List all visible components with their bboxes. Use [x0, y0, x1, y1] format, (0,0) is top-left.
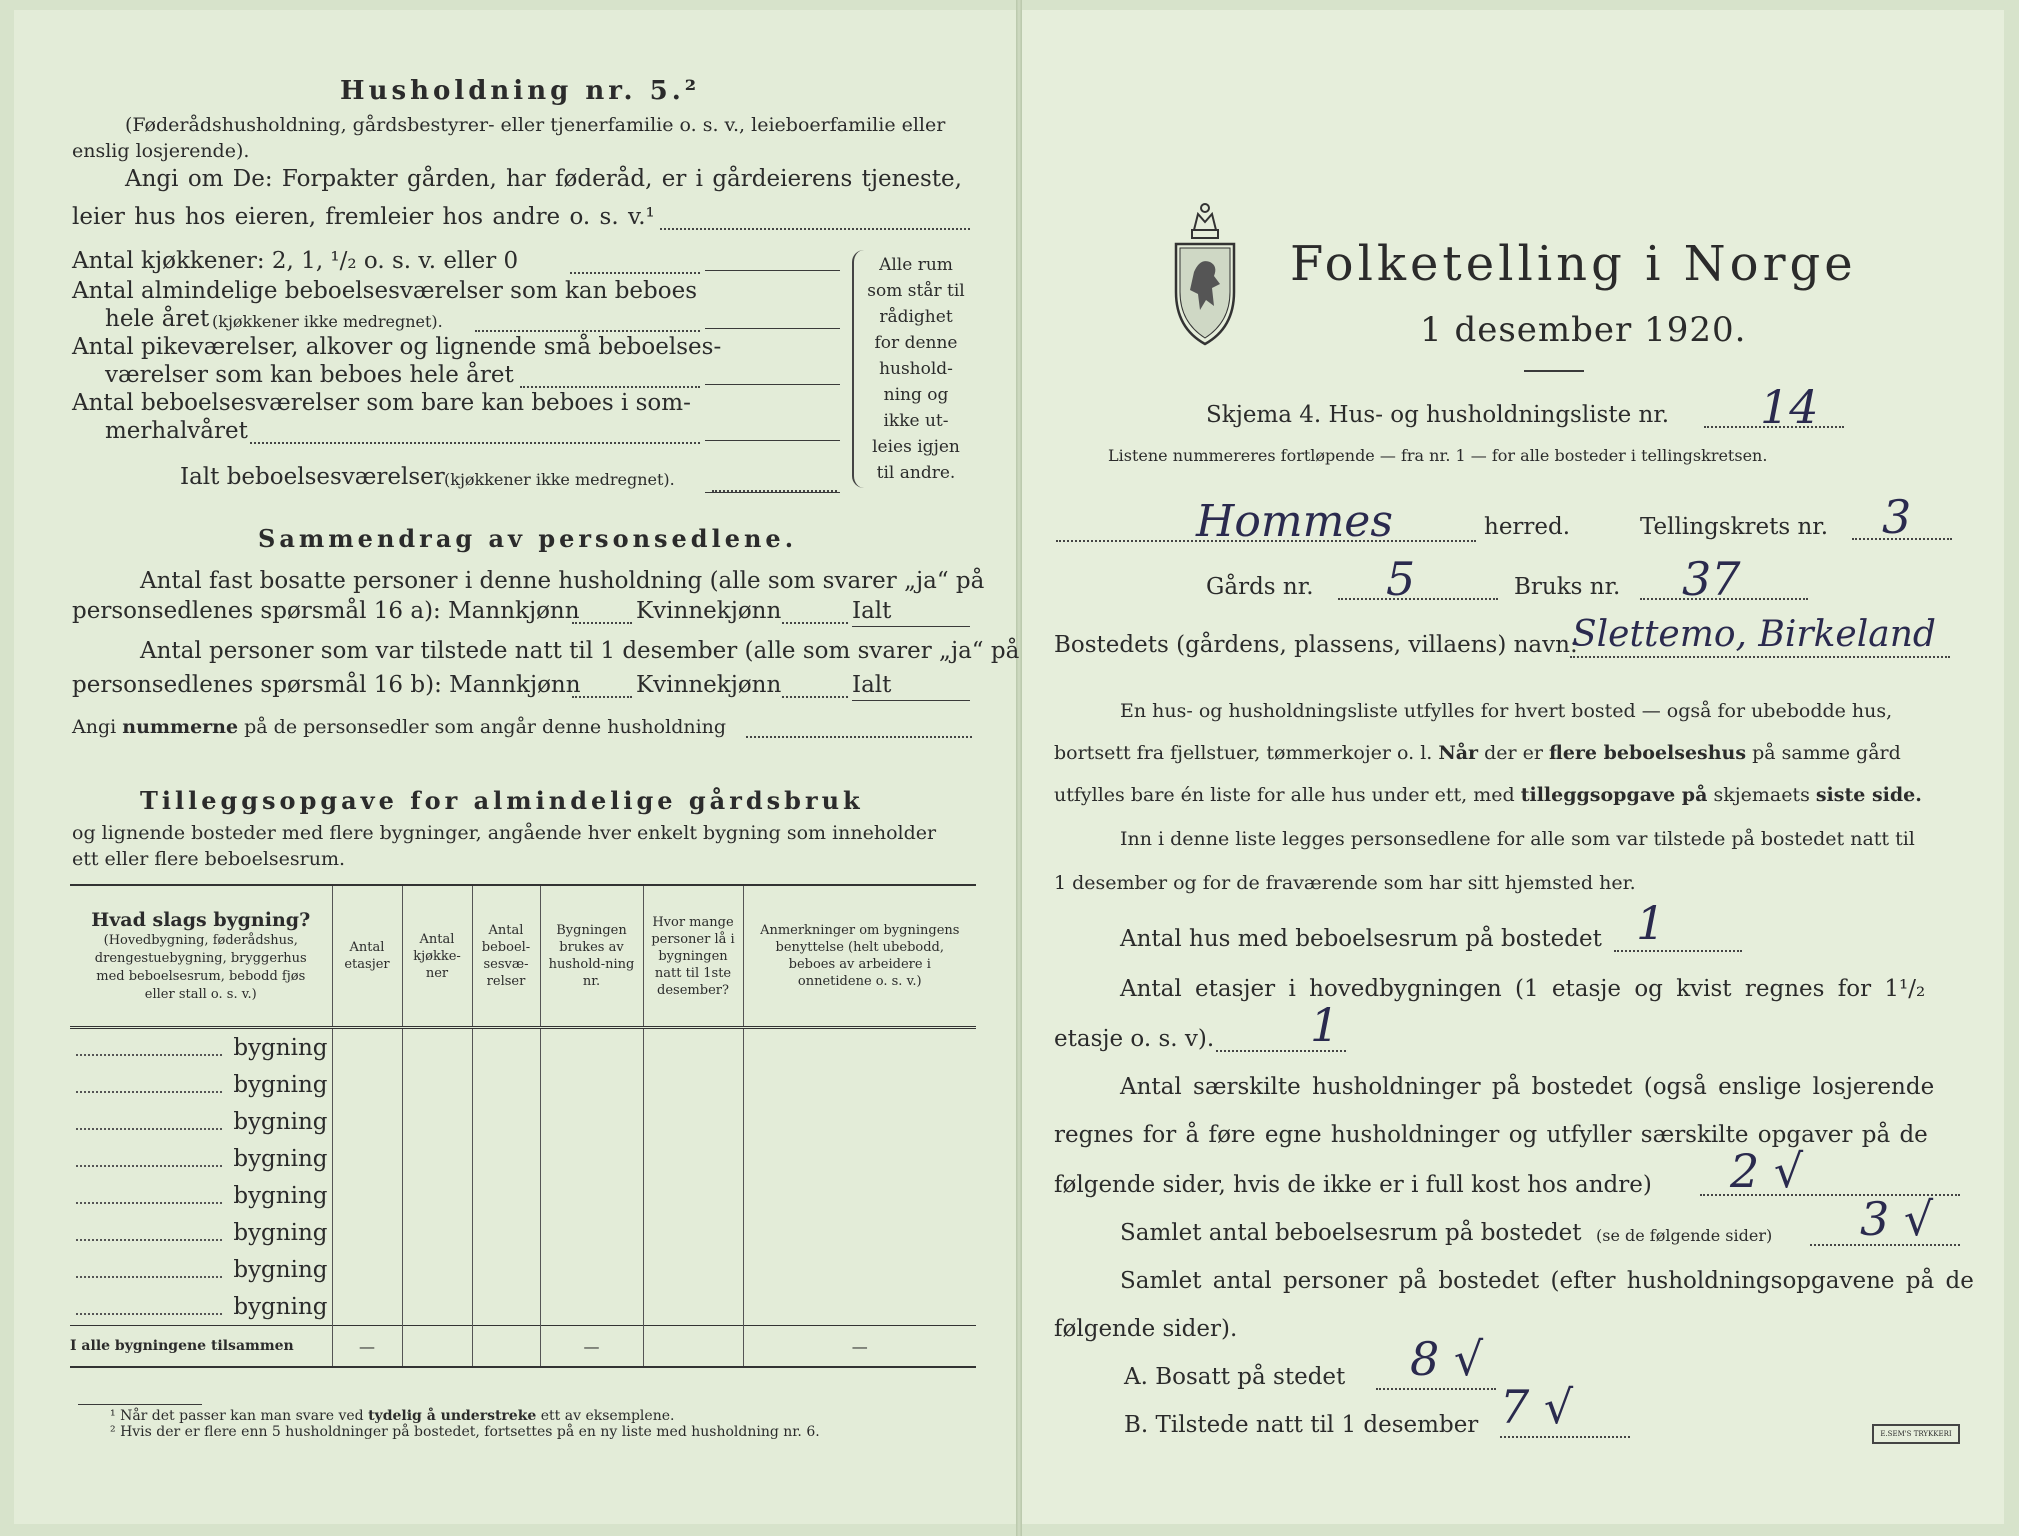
floors-cell[interactable]: [332, 1251, 402, 1288]
supplement-text-1: og lignende bosteder med flere bygninger, angående hver enkelt bygning som inneholder: [72, 822, 937, 844]
kitchens-dots: [570, 272, 700, 274]
floors-line-1: Antal etasjer i hovedbygningen (1 etasje og kvist regnes for 1¹/₂: [1120, 976, 1926, 1002]
regular-rooms-dots: [475, 330, 700, 332]
numbers-line: Angi nummerne på de personsedler som angår denne husholdning: [72, 716, 727, 738]
present-label: B. Tilstede natt til 1 desember: [1124, 1412, 1479, 1438]
rooms-side-note: [866, 252, 966, 486]
krets-line: [1852, 538, 1952, 540]
building-label: bygning: [233, 1256, 328, 1283]
persons-cell[interactable]: [643, 1140, 743, 1177]
q1-total-line[interactable]: [852, 626, 970, 627]
floors-cell[interactable]: [332, 1066, 402, 1103]
schema-label: Skjema 4. Hus- og husholdningsliste nr.: [1206, 402, 1670, 428]
present-line: [1500, 1436, 1630, 1438]
rooms-cell[interactable]: [472, 1140, 540, 1177]
census-date: 1 desember 1920.: [1420, 310, 1747, 350]
side-note-line: ikke ut-: [883, 411, 949, 431]
instruction-line-1: En hus- og husholdningsliste utfylles for hvert bosted — også for ubebodde hus,: [1120, 700, 1893, 722]
building-type-cell[interactable]: [70, 1066, 332, 1103]
summary-q2-line-2: personsedlenes spørsmål 16 b): Mannkjønn: [72, 672, 581, 698]
households-line-3: følgende sider, hvis de ikke er i full kost hos andre): [1054, 1172, 1652, 1198]
building-label: bygning: [233, 1182, 328, 1209]
household-title: Husholdning nr. 5.²: [340, 76, 701, 106]
building-label: bygning: [233, 1071, 328, 1098]
total-rooms-answer-line[interactable]: [705, 492, 840, 493]
building-type-line: [76, 1202, 222, 1204]
supplement-text-2: ett eller flere beboelsesrum.: [72, 848, 346, 870]
summer-rooms-answer-line[interactable]: [705, 440, 840, 441]
kitchens-cell[interactable]: [402, 1028, 472, 1067]
houses-value[interactable]: 1: [1636, 896, 1666, 950]
persons-cell[interactable]: [643, 1028, 743, 1067]
building-type-line: [76, 1239, 222, 1241]
floors-cell[interactable]: [332, 1288, 402, 1326]
supplement-heading: Tilleggsopgave for almindelige gårdsbruk: [140, 786, 864, 815]
side-note-line: for denne: [874, 333, 958, 353]
instruction-line-3: utfylles bare én liste for alle hus under ett, med tilleggsopgave på skjemaets siste side.: [1054, 784, 1922, 806]
floors-cell[interactable]: [332, 1140, 402, 1177]
page-fold: [1016, 0, 1022, 1536]
floors-cell[interactable]: [332, 1214, 402, 1251]
floors-cell[interactable]: [332, 1103, 402, 1140]
krets-value[interactable]: 3: [1882, 490, 1912, 544]
bosted-line: [1570, 656, 1950, 658]
floors-value[interactable]: 1: [1310, 998, 1340, 1052]
side-note-line: ning og: [883, 385, 949, 405]
floors-line-2: etasje o. s. v).: [1054, 1026, 1215, 1052]
household-cell[interactable]: [540, 1288, 643, 1326]
building-label: bygning: [233, 1219, 328, 1246]
total-rooms-note: (kjøkkener ikke medregnet).: [444, 470, 675, 489]
col-building-header: Hvad slags bygning? (Hovedbygning, føderådshus, drengestuebygning, bryggerhus med beboelsesrum, bebodd fjøs eller stall o. s. v.): [91, 909, 311, 1002]
intro-line-1: (Føderådshusholdning, gårdsbestyrer- eller tjenerfamilie o. s. v., leieboerfamilie eller: [125, 114, 946, 136]
col-persons-header: Hvor mange personer lå i bygningen natt til 1ste desember?: [643, 885, 743, 1028]
rooms-cell[interactable]: [472, 1177, 540, 1214]
building-type-line: [76, 1276, 222, 1278]
kitchens-cell[interactable]: [402, 1177, 472, 1214]
q1-total-label: Ialt: [852, 598, 892, 624]
footnote-2: ² Hvis der er flere enn 5 husholdninger på bostedet, fortsettes på en ny liste med husholdning nr. 6.: [110, 1424, 820, 1440]
col-household-header: Bygningen brukes av hushold-ning nr.: [540, 885, 643, 1028]
building-type-cell[interactable]: [70, 1177, 332, 1214]
schema-number-value[interactable]: 14: [1760, 380, 1819, 434]
regular-rooms-label-1: Antal almindelige beboelsesværelser som kan beboes: [72, 278, 698, 304]
resident-label: A. Bosatt på stedet: [1124, 1364, 1346, 1390]
summary-heading: Sammendrag av personsedlene.: [258, 524, 798, 553]
resident-value[interactable]: 8 √: [1410, 1332, 1484, 1386]
total-persons-cell[interactable]: [643, 1326, 743, 1368]
q2-total-line[interactable]: [852, 700, 970, 701]
numbers-answer-line[interactable]: [746, 736, 972, 738]
present-value[interactable]: 7 √: [1500, 1380, 1574, 1434]
rooms-total-value[interactable]: 3 √: [1860, 1192, 1934, 1246]
maid-rooms-label-2: værelser som kan beboes hele året: [105, 362, 514, 388]
regular-rooms-note: (kjøkkener ikke medregnet).: [212, 312, 443, 331]
side-note-line: Alle rum: [879, 255, 953, 275]
q2-female-line[interactable]: [782, 696, 848, 698]
building-label: bygning: [233, 1293, 328, 1320]
floors-cell[interactable]: [332, 1028, 402, 1067]
q2-total-label: Ialt: [852, 672, 892, 698]
persons-line-1: Samlet antal personer på bostedet (efter husholdningsopgavene på de: [1120, 1268, 1974, 1294]
bruks-line: [1640, 598, 1808, 600]
building-type-cell[interactable]: [70, 1288, 332, 1326]
rooms-cell[interactable]: [472, 1066, 540, 1103]
kitchens-answer-line[interactable]: [705, 270, 840, 271]
printer-stamp: E.SEM'S TRYKKERI: [1872, 1424, 1960, 1444]
household-cell[interactable]: [540, 1251, 643, 1288]
rooms-cell[interactable]: [472, 1028, 540, 1067]
table-row: [70, 1214, 976, 1251]
building-type-line: [76, 1091, 222, 1093]
building-label: bygning: [233, 1145, 328, 1172]
remarks-cell[interactable]: [743, 1140, 976, 1177]
persons-cell[interactable]: [643, 1288, 743, 1326]
rooms-cell[interactable]: [472, 1288, 540, 1326]
persons-cell[interactable]: [643, 1251, 743, 1288]
building-type-line: [76, 1313, 222, 1315]
krets-label: Tellingskrets nr.: [1640, 514, 1829, 540]
remarks-cell[interactable]: [743, 1251, 976, 1288]
kitchens-cell[interactable]: [402, 1140, 472, 1177]
schema-number-line: [1704, 426, 1844, 428]
remarks-cell[interactable]: [743, 1214, 976, 1251]
building-type-line: [76, 1165, 222, 1167]
kitchens-cell[interactable]: [402, 1066, 472, 1103]
table-row: [70, 1177, 976, 1214]
bosted-value[interactable]: Slettemo, Birkeland: [1572, 614, 1936, 655]
total-remarks-cell[interactable]: —: [743, 1326, 976, 1368]
side-note-line: hushold-: [879, 359, 953, 379]
question-answer-line[interactable]: [660, 228, 970, 230]
col-kitchens-header: Antal kjøkke-ner: [402, 885, 472, 1028]
summary-q2-line-1: Antal personer som var tilstede natt til 1 desember (alle som svarer „ja“ på: [140, 638, 1020, 664]
households-line-1: Antal særskilte husholdninger på bostedet (også enslige losjerende: [1120, 1074, 1935, 1100]
floors-answer-line: [1216, 1050, 1346, 1052]
table-row: [70, 1288, 976, 1326]
summary-q1-line-1: Antal fast bosatte personer i denne husholdning (alle som svarer „ja“ på: [140, 568, 985, 594]
side-note-line: leies igjen: [872, 437, 960, 457]
building-label: bygning: [233, 1108, 328, 1135]
rooms-total-label: Samlet antal beboelsesrum på bostedet: [1120, 1220, 1582, 1246]
persons-line-2: følgende sider).: [1054, 1316, 1238, 1342]
intro-line-2: enslig losjerende).: [72, 140, 250, 162]
rooms-cell[interactable]: [472, 1251, 540, 1288]
herred-label: herred.: [1484, 514, 1571, 540]
col-remarks-header: Anmerkninger om bygningens benyttelse (helt ubebodd, beboes av arbeidere i onnetidene o. s. v.): [743, 885, 976, 1028]
household-cell[interactable]: [540, 1177, 643, 1214]
maid-rooms-label-1: Antal pikeværelser, alkover og lignende små beboelses-: [72, 334, 722, 360]
regular-rooms-label-2: hele året: [105, 306, 210, 332]
side-note-line: til andre.: [876, 463, 956, 483]
persons-cell[interactable]: [643, 1066, 743, 1103]
building-type-cell[interactable]: [70, 1251, 332, 1288]
table-row: [70, 1251, 976, 1288]
table-row: [70, 1103, 976, 1140]
houses-label: Antal hus med beboelsesrum på bostedet: [1120, 926, 1602, 952]
remarks-cell[interactable]: [743, 1288, 976, 1326]
col-rooms-header: Antal beboel-sesvæ-relser: [472, 885, 540, 1028]
building-type-cell[interactable]: [70, 1140, 332, 1177]
building-table: [70, 884, 976, 1368]
footnote-1: ¹ Når det passer kan man svare ved tydelig å understreke ett av eksemplene.: [110, 1408, 675, 1424]
q2-female-label: Kvinnekjønn: [636, 672, 782, 698]
building-type-cell[interactable]: [70, 1103, 332, 1140]
remarks-cell[interactable]: [743, 1028, 976, 1067]
rooms-brace: [852, 250, 866, 488]
maid-rooms-dots: [520, 386, 700, 388]
bruks-label: Bruks nr.: [1514, 574, 1621, 600]
total-row-label: I alle bygningene tilsammen: [70, 1338, 294, 1354]
building-type-cell[interactable]: [70, 1214, 332, 1251]
side-note-line: som står til: [867, 281, 965, 301]
summer-rooms-label-1: Antal beboelsesværelser som bare kan beboes i som-: [72, 390, 691, 416]
total-household-cell[interactable]: —: [540, 1326, 643, 1368]
title-divider: [1524, 370, 1584, 372]
household-cell[interactable]: [540, 1028, 643, 1067]
summer-rooms-label-2: merhalvåret: [105, 418, 248, 444]
instruction-line-5: 1 desember og for de fraværende som har sitt hjemsted her.: [1054, 872, 1636, 894]
kitchens-label: Antal kjøkkener: 2, 1, ¹/₂ o. s. v. eller 0: [72, 248, 519, 274]
table-row: [70, 1066, 976, 1103]
households-value[interactable]: 2 √: [1730, 1144, 1804, 1198]
rooms-total-line: [1810, 1244, 1960, 1246]
q1-female-label: Kvinnekjønn: [636, 598, 782, 624]
kitchens-cell[interactable]: [402, 1103, 472, 1140]
question-line-2: leier hus hos eieren, fremleier hos andre o. s. v.¹: [72, 204, 655, 230]
household-cell[interactable]: [540, 1140, 643, 1177]
rooms-cell[interactable]: [472, 1103, 540, 1140]
bruks-value[interactable]: 37: [1682, 552, 1741, 606]
total-rooms-cell[interactable]: [472, 1326, 540, 1368]
building-type-line: [76, 1128, 222, 1130]
numbering-note: Listene nummereres fortløpende — fra nr. 1 — for alle bosteder i tellingskretsen.: [1108, 446, 1768, 465]
floors-cell[interactable]: [332, 1177, 402, 1214]
total-rooms-label: Ialt beboelsesværelser: [180, 464, 445, 490]
census-title: Folketelling i Norge: [1290, 236, 1857, 292]
houses-line: [1614, 950, 1742, 952]
bosted-label: Bostedets (gårdens, plassens, villaens) navn:: [1054, 632, 1578, 658]
household-cell[interactable]: [540, 1103, 643, 1140]
norway-coat-of-arms-icon: [1170, 200, 1240, 348]
maid-rooms-answer-line[interactable]: [705, 384, 840, 385]
summary-q1-line-2: personsedlenes spørsmål 16 a): Mannkjønn: [72, 598, 580, 624]
building-type-line: [76, 1054, 222, 1056]
total-floors-cell[interactable]: —: [332, 1326, 402, 1368]
col-floors-header: Antal etasjer: [332, 885, 402, 1028]
resident-line: [1376, 1388, 1496, 1390]
question-line-1: Angi om De: Forpakter gården, har føderåd, er i gårdeierens tjeneste,: [125, 166, 962, 192]
persons-cell[interactable]: [643, 1103, 743, 1140]
kitchens-cell[interactable]: [402, 1251, 472, 1288]
side-note-line: rådighet: [879, 307, 953, 327]
q1-male-line[interactable]: [572, 622, 632, 624]
summer-rooms-dots: [250, 442, 700, 444]
regular-rooms-answer-line[interactable]: [705, 328, 840, 329]
q2-male-line[interactable]: [572, 696, 632, 698]
instruction-line-2: bortsett fra fjellstuer, tømmerkojer o. l. Når der er flere beboelseshus på samme gård: [1054, 742, 1901, 764]
gards-line: [1338, 598, 1498, 600]
remarks-cell[interactable]: [743, 1177, 976, 1214]
footnote-divider: [78, 1404, 202, 1405]
household-cell[interactable]: [540, 1066, 643, 1103]
gards-label: Gårds nr.: [1206, 574, 1314, 600]
persons-cell[interactable]: [643, 1214, 743, 1251]
kitchens-cell[interactable]: [402, 1214, 472, 1251]
table-row: [70, 1028, 976, 1067]
rooms-total-note: (se de følgende sider): [1596, 1226, 1773, 1245]
instruction-line-4: Inn i denne liste legges personsedlene for alle som var tilstede på bostedet natt til: [1120, 828, 1915, 850]
persons-cell[interactable]: [643, 1177, 743, 1214]
total-kitchens-cell[interactable]: [402, 1326, 472, 1368]
table-header-row: [70, 885, 976, 1028]
herred-line: [1056, 540, 1476, 542]
building-type-cell[interactable]: [70, 1028, 332, 1067]
kitchens-cell[interactable]: [402, 1288, 472, 1326]
building-label: bygning: [233, 1034, 328, 1061]
households-line-2: regnes for å føre egne husholdninger og utfyller særskilte opgaver på de: [1054, 1122, 1928, 1148]
household-cell[interactable]: [540, 1214, 643, 1251]
remarks-cell[interactable]: [743, 1066, 976, 1103]
table-total-row: [70, 1326, 976, 1368]
table-row: [70, 1140, 976, 1177]
rooms-cell[interactable]: [472, 1214, 540, 1251]
remarks-cell[interactable]: [743, 1103, 976, 1140]
herred-value[interactable]: Hommes: [1196, 496, 1393, 547]
gards-value[interactable]: 5: [1386, 552, 1416, 606]
q1-female-line[interactable]: [782, 622, 848, 624]
